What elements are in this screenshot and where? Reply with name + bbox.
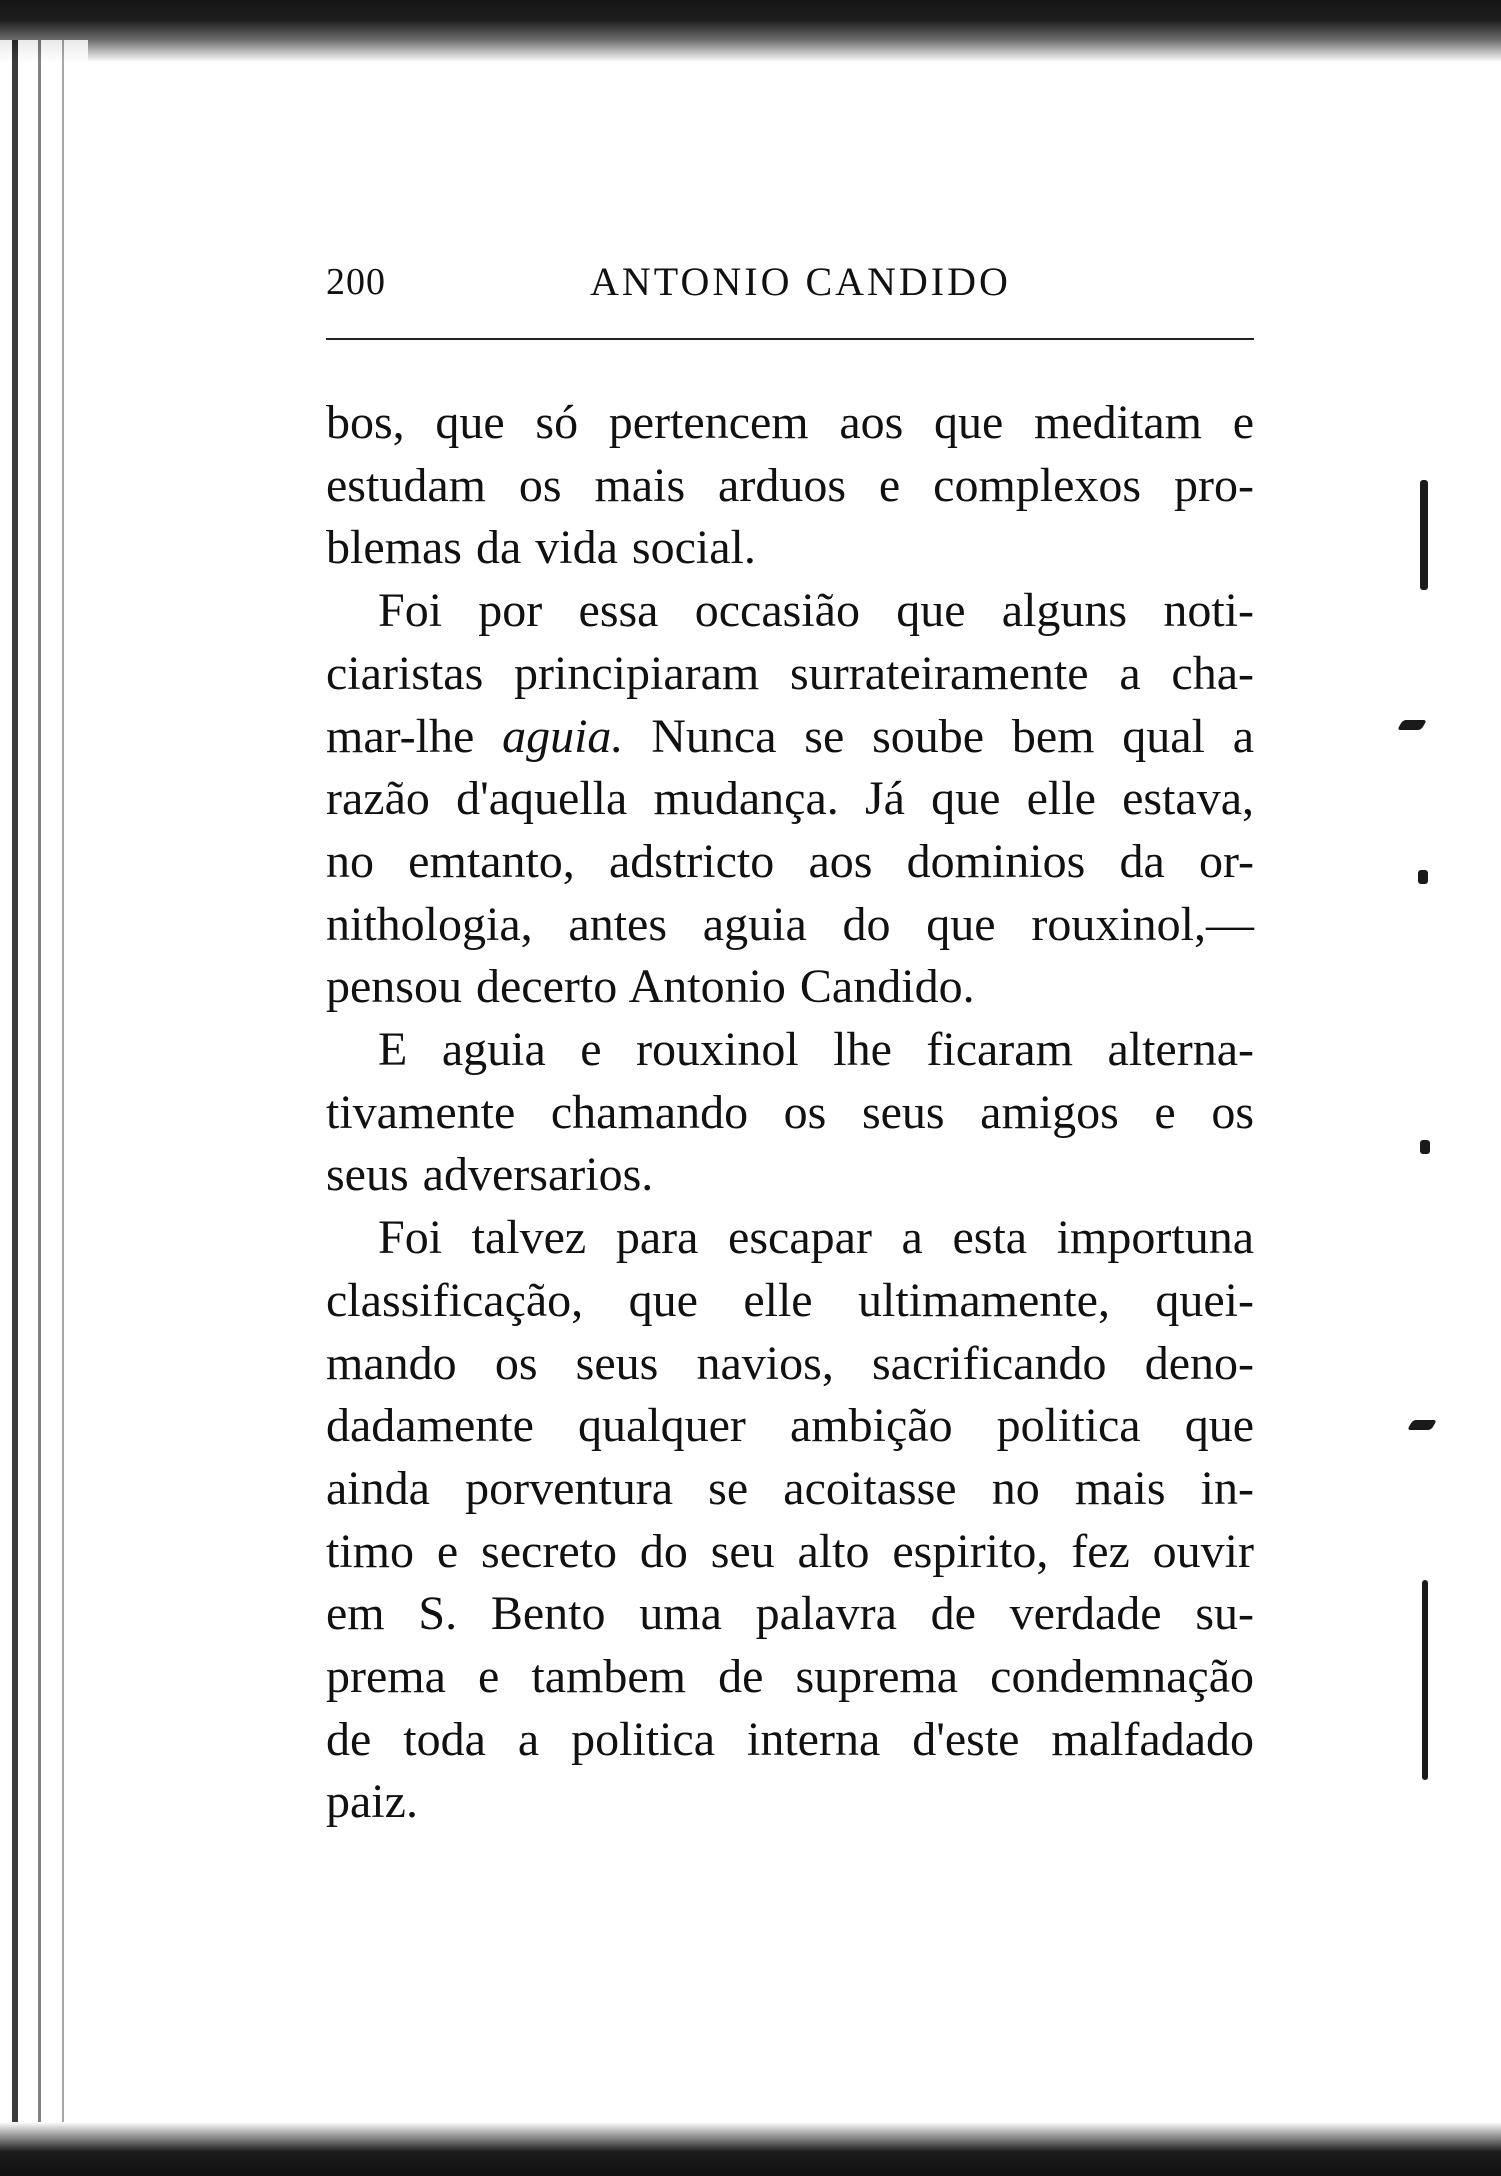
text-line: tivamente chamando os seus amigos e os	[326, 1085, 1254, 1139]
scan-margin-mark	[1407, 1420, 1437, 1430]
paragraph-2	[326, 580, 1254, 1019]
scan-margin-mark	[1422, 1580, 1428, 1780]
scan-margin-mark	[1420, 1140, 1430, 1154]
text-line: classificação, que elle ultimamente, quei-	[326, 1273, 1254, 1327]
paragraph-4	[326, 1207, 1254, 1834]
text-line: razão d'aquella mudança. Já que elle estava,	[326, 772, 1254, 826]
text-line: Foi talvez para escapar a esta importuna	[378, 1211, 1254, 1265]
text-line: mando os seus navios, sacrificando deno-	[326, 1336, 1254, 1390]
text-line: blemas da vida social.	[326, 521, 756, 575]
paragraph-1	[326, 392, 1254, 580]
text-line	[326, 706, 1254, 769]
running-head	[326, 250, 1254, 310]
text-run: mar-lhe	[326, 709, 503, 763]
paragraph-3	[326, 1019, 1254, 1207]
text-line: bos, que só pertencem aos que meditam e	[326, 396, 1254, 449]
body-text	[326, 392, 1254, 1834]
text-line: dadamente qualquer ambição politica que	[326, 1399, 1254, 1453]
text-line: Foi por essa occasião que alguns noti-	[378, 584, 1254, 638]
scan-top-shadow	[0, 0, 1501, 62]
text-line: em S. Bento uma palavra de verdade su-	[326, 1587, 1254, 1641]
scan-margin-mark	[1420, 480, 1428, 590]
scan-margin-mark	[1397, 720, 1427, 730]
text-line: nithologia, antes aguia do que rouxinol,—	[326, 897, 1254, 951]
scan-bottom-shadow	[0, 2122, 1501, 2176]
text-line: estudam os mais arduos e complexos pro-	[326, 458, 1254, 512]
text-line: de toda a politica interna d'este malfadado	[326, 1712, 1254, 1766]
text-line: E aguia e rouxinol lhe ficaram alterna-	[378, 1023, 1254, 1077]
running-title: ANTONIO CANDIDO	[590, 259, 1011, 304]
text-line: ainda porventura se acoitasse no mais in-	[326, 1461, 1254, 1515]
text-line: pensou decerto Antonio Candido.	[326, 960, 975, 1014]
scan-margin-mark	[1418, 870, 1428, 884]
text-line: prema e tambem de suprema condemnação	[326, 1650, 1254, 1704]
scan-binding-edge	[0, 40, 88, 2140]
header-rule	[326, 338, 1254, 340]
text-line: timo e secreto do seu alto espirito, fez ouvir	[326, 1524, 1254, 1578]
text-line: ciaristas principiaram surrateiramente a cha-	[326, 646, 1254, 700]
book-page	[326, 250, 1254, 1834]
text-line: paiz.	[326, 1775, 418, 1829]
page-number: 200	[326, 261, 386, 303]
text-line: seus adversarios.	[326, 1148, 654, 1202]
text-run: Nunca se soube bem qual a	[623, 709, 1255, 763]
italic-word: aguia.	[502, 709, 624, 763]
text-line: no emtanto, adstricto aos dominios da or-	[326, 834, 1254, 888]
